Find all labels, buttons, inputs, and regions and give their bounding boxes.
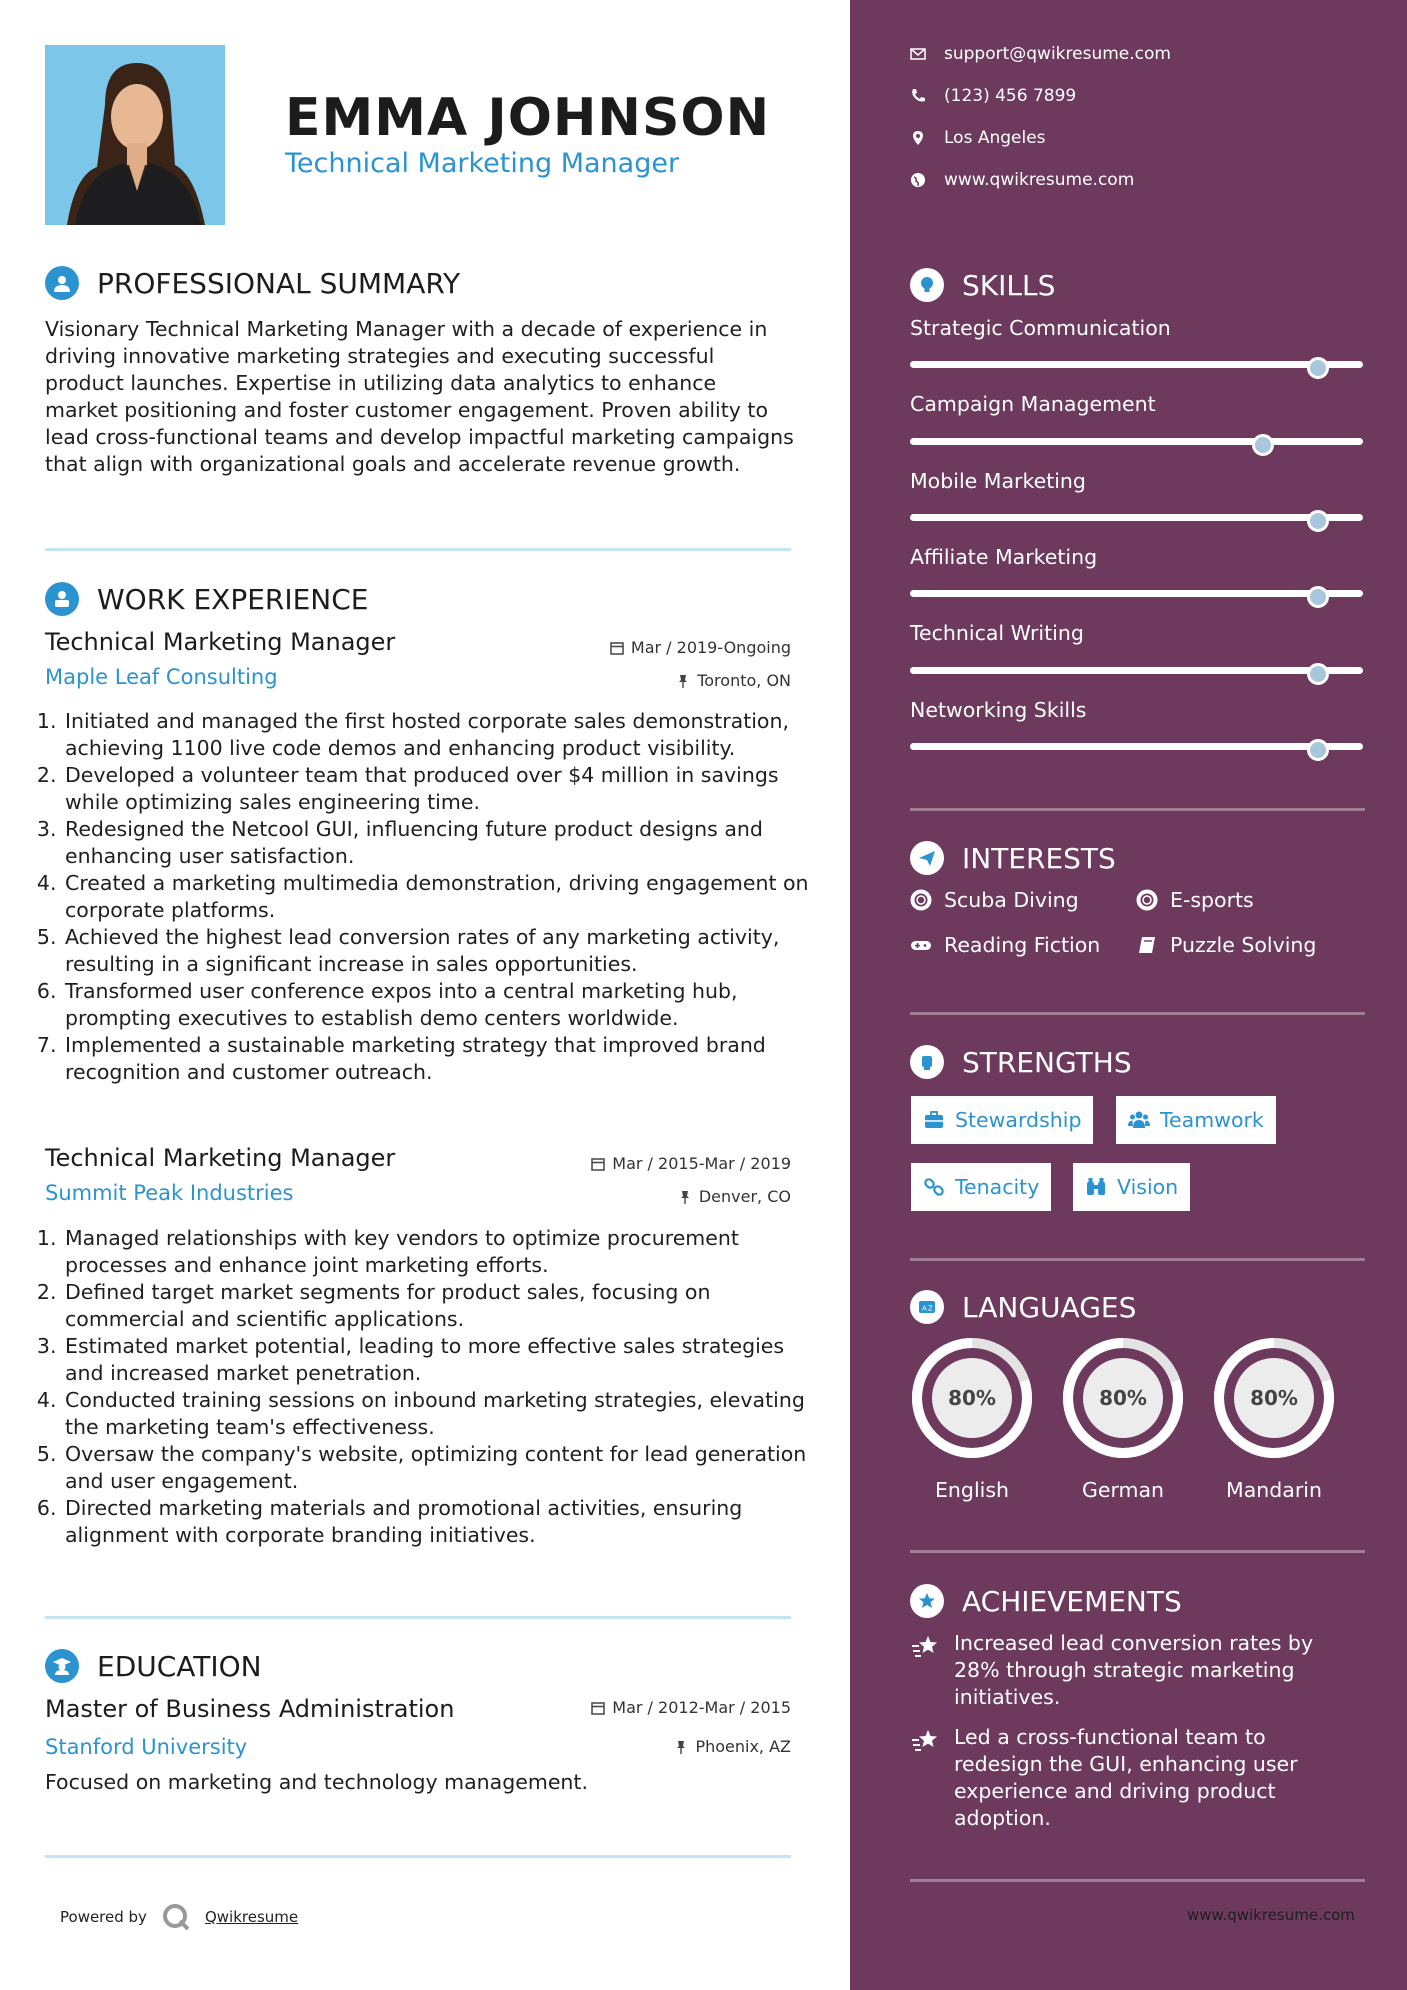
book-icon xyxy=(1136,934,1158,956)
strengths-heading: STRENGTHS xyxy=(910,1045,1132,1079)
job-company: Maple Leaf Consulting xyxy=(45,665,278,689)
shooting-star-icon xyxy=(910,1632,940,1662)
divider xyxy=(910,1550,1365,1553)
job-items xyxy=(45,708,813,1086)
strength-chip: Vision xyxy=(1073,1163,1190,1211)
language-item xyxy=(1212,1336,1336,1502)
achievement-item: Increased lead conversion rates by 28% through strategic marketing initiatives. xyxy=(910,1630,1350,1711)
contact-website: www.qwikresume.com xyxy=(910,170,1134,190)
skill-name: Campaign Management xyxy=(910,392,1156,416)
skill-level-knob xyxy=(1307,739,1329,761)
list-item: 1. Initiated and managed the first hosted corporate sales demonstration, achieving 1100 live code demos and enhancing product visibility. xyxy=(63,708,813,762)
lifebuoy-icon xyxy=(1136,889,1158,911)
list-item: 6. Directed marketing materials and promotional activities, ensuring alignment with corporate branding initiatives. xyxy=(63,1495,813,1549)
skill-level-knob xyxy=(1307,510,1329,532)
experience-title: WORK EXPERIENCE xyxy=(97,582,369,616)
divider xyxy=(910,1879,1365,1882)
job-title: Technical Marketing Manager xyxy=(45,628,396,656)
interests-heading: INTERESTS xyxy=(910,841,1116,875)
list-item: 6. Transformed user conference expos into a central marketing hub, prompting executives to establish demo centers worldwide. xyxy=(63,978,813,1032)
job-dates: Mar / 2019-Ongoing xyxy=(610,638,791,657)
job-company: Summit Peak Industries xyxy=(45,1181,294,1205)
skill-name: Networking Skills xyxy=(910,698,1087,722)
strength-chip: Teamwork xyxy=(1116,1096,1276,1144)
qwikresume-logo-icon xyxy=(161,1902,191,1932)
language-percent: 80% xyxy=(1250,1386,1298,1410)
education-description: Focused on marketing and technology management. xyxy=(45,1770,588,1794)
language-ring xyxy=(910,1336,1034,1460)
skill-name: Technical Writing xyxy=(910,621,1084,645)
briefcase-icon xyxy=(923,1109,945,1131)
divider xyxy=(910,1012,1365,1015)
lifebuoy-icon xyxy=(910,889,932,911)
contact-email: support@qwikresume.com xyxy=(910,44,1171,64)
divider xyxy=(45,548,791,551)
gamepad-icon xyxy=(910,934,932,956)
svg-text:A: A xyxy=(922,1304,927,1313)
list-item: 5. Oversaw the company's website, optimizing content for lead generation and user engagement. xyxy=(63,1441,813,1495)
contact-phone: (123) 456 7899 xyxy=(910,86,1076,106)
phone-icon xyxy=(910,88,926,104)
skills-heading: SKILLS xyxy=(910,268,1055,302)
briefcase-user-icon xyxy=(45,582,79,616)
user-icon xyxy=(45,266,79,300)
divider xyxy=(910,1258,1365,1261)
language-name: German xyxy=(1081,1478,1165,1502)
map-marker-icon xyxy=(910,130,926,146)
list-item: 4. Created a marketing multimedia demonstration, driving engagement on corporate platforms. xyxy=(63,870,813,924)
skill-bar xyxy=(910,590,1363,597)
interest-item: Scuba Diving xyxy=(910,888,1079,912)
language-ring xyxy=(1212,1336,1336,1460)
degree: Master of Business Administration xyxy=(45,1695,455,1723)
shooting-star-icon xyxy=(910,1726,940,1756)
calendar-icon xyxy=(591,1701,605,1715)
candidate-name: EMMA JOHNSON xyxy=(285,88,771,148)
achievement-item: Led a cross-functional team to redesign the GUI, enhancing user experience and driving product adoption. xyxy=(910,1724,1350,1832)
divider xyxy=(910,808,1365,811)
language-name: English xyxy=(934,1478,1010,1502)
list-item: 7. Implemented a sustainable marketing strategy that improved brand recognition and customer outreach. xyxy=(63,1032,813,1086)
education-heading xyxy=(45,1649,262,1683)
summary-text: Visionary Technical Marketing Manager with a decade of experience in driving innovative marketing strategies and executing successful product launches. Expertise in utilizing data analytics to enhance market positioning and foster customer engagement. Proven ability to lead cross-functional teams and develop impactful marketing campaigns that align with organizational goals and accelerate revenue growth. xyxy=(45,317,794,476)
pin-icon xyxy=(678,1190,692,1204)
envelope-icon xyxy=(910,46,926,62)
skill-level-knob xyxy=(1252,434,1274,456)
globe-icon xyxy=(910,172,926,188)
job-location: Toronto, ON xyxy=(676,671,791,690)
translate-icon xyxy=(910,1290,944,1324)
interest-item: Reading Fiction xyxy=(910,933,1100,957)
list-item: 2. Defined target market segments for product sales, focusing on commercial and scientific applications. xyxy=(63,1279,813,1333)
graduate-icon xyxy=(45,1649,79,1683)
list-item: 3. Estimated market potential, leading to more effective sales strategies and increased market penetration. xyxy=(63,1333,813,1387)
svg-text:Z: Z xyxy=(928,1304,933,1313)
experience-heading xyxy=(45,582,368,616)
list-item: 4. Conducted training sessions on inbound marketing strategies, elevating the marketing team's effectiveness. xyxy=(63,1387,813,1441)
star-badge-icon xyxy=(910,1584,944,1618)
divider xyxy=(45,1855,791,1858)
profile-photo xyxy=(45,45,225,225)
skill-name: Mobile Marketing xyxy=(910,469,1086,493)
skill-bar xyxy=(910,743,1363,750)
language-ring xyxy=(1061,1336,1185,1460)
interest-item: E-sports xyxy=(1136,888,1254,912)
education-title: EDUCATION xyxy=(97,1649,262,1683)
brand-link[interactable]: Qwikresume xyxy=(204,1908,299,1926)
language-percent: 80% xyxy=(1099,1386,1147,1410)
list-item: 5. Achieved the highest lead conversion rates of any marketing activity, resulting in a significant increase in sales opportunities. xyxy=(63,924,813,978)
summary-title: PROFESSIONAL SUMMARY xyxy=(97,266,461,300)
education-dates: Mar / 2012-Mar / 2015 xyxy=(591,1698,791,1717)
job-location: Denver, CO xyxy=(678,1187,791,1206)
skill-name: Affiliate Marketing xyxy=(910,545,1098,569)
list-item: 3. Redesigned the Netcool GUI, influencing future product designs and enhancing user satisfaction. xyxy=(63,816,813,870)
powered-by: Powered by Qwikresume xyxy=(60,1902,298,1932)
link-icon xyxy=(923,1176,945,1198)
languages-heading: A Z LANGUAGES xyxy=(910,1290,1136,1324)
job-title: Technical Marketing Manager xyxy=(45,1144,396,1172)
language-item xyxy=(1061,1336,1185,1502)
skill-bar xyxy=(910,514,1363,521)
divider xyxy=(45,1616,791,1619)
skill-bar xyxy=(910,361,1363,368)
paper-plane-icon xyxy=(910,841,944,875)
school: Stanford University xyxy=(45,1735,248,1759)
contact-location: Los Angeles xyxy=(910,128,1046,148)
achievements-heading: ACHIEVEMENTS xyxy=(910,1584,1182,1618)
pin-icon xyxy=(674,1740,688,1754)
job-dates: Mar / 2015-Mar / 2019 xyxy=(591,1154,791,1173)
strength-chip: Stewardship xyxy=(911,1096,1093,1144)
language-name: Mandarin xyxy=(1226,1478,1322,1502)
calendar-icon xyxy=(591,1157,605,1171)
summary-heading xyxy=(45,266,460,300)
skill-level-knob xyxy=(1307,586,1329,608)
skill-bar xyxy=(910,667,1363,674)
fist-icon xyxy=(910,1045,944,1079)
skill-level-knob xyxy=(1307,357,1329,379)
language-percent: 80% xyxy=(948,1386,996,1410)
interest-item: Puzzle Solving xyxy=(1136,933,1316,957)
language-item xyxy=(910,1336,1034,1502)
skill-name: Strategic Communication xyxy=(910,316,1171,340)
job-items xyxy=(45,1225,813,1549)
users-icon xyxy=(1128,1109,1150,1131)
calendar-icon xyxy=(610,641,624,655)
education-location: Phoenix, AZ xyxy=(674,1737,791,1756)
candidate-role: Technical Marketing Manager xyxy=(285,148,680,179)
skill-bar xyxy=(910,438,1363,445)
lightbulb-icon xyxy=(910,268,944,302)
skill-level-knob xyxy=(1307,663,1329,685)
footer-url[interactable]: www.qwikresume.com xyxy=(1187,1906,1355,1924)
list-item: 1. Managed relationships with key vendors to optimize procurement processes and enhance joint marketing efforts. xyxy=(63,1225,813,1279)
binoculars-icon xyxy=(1085,1176,1107,1198)
list-item: 2. Developed a volunteer team that produced over $4 million in savings while optimizing sales engineering time. xyxy=(63,762,813,816)
pin-icon xyxy=(676,674,690,688)
strength-chip: Tenacity xyxy=(911,1163,1051,1211)
